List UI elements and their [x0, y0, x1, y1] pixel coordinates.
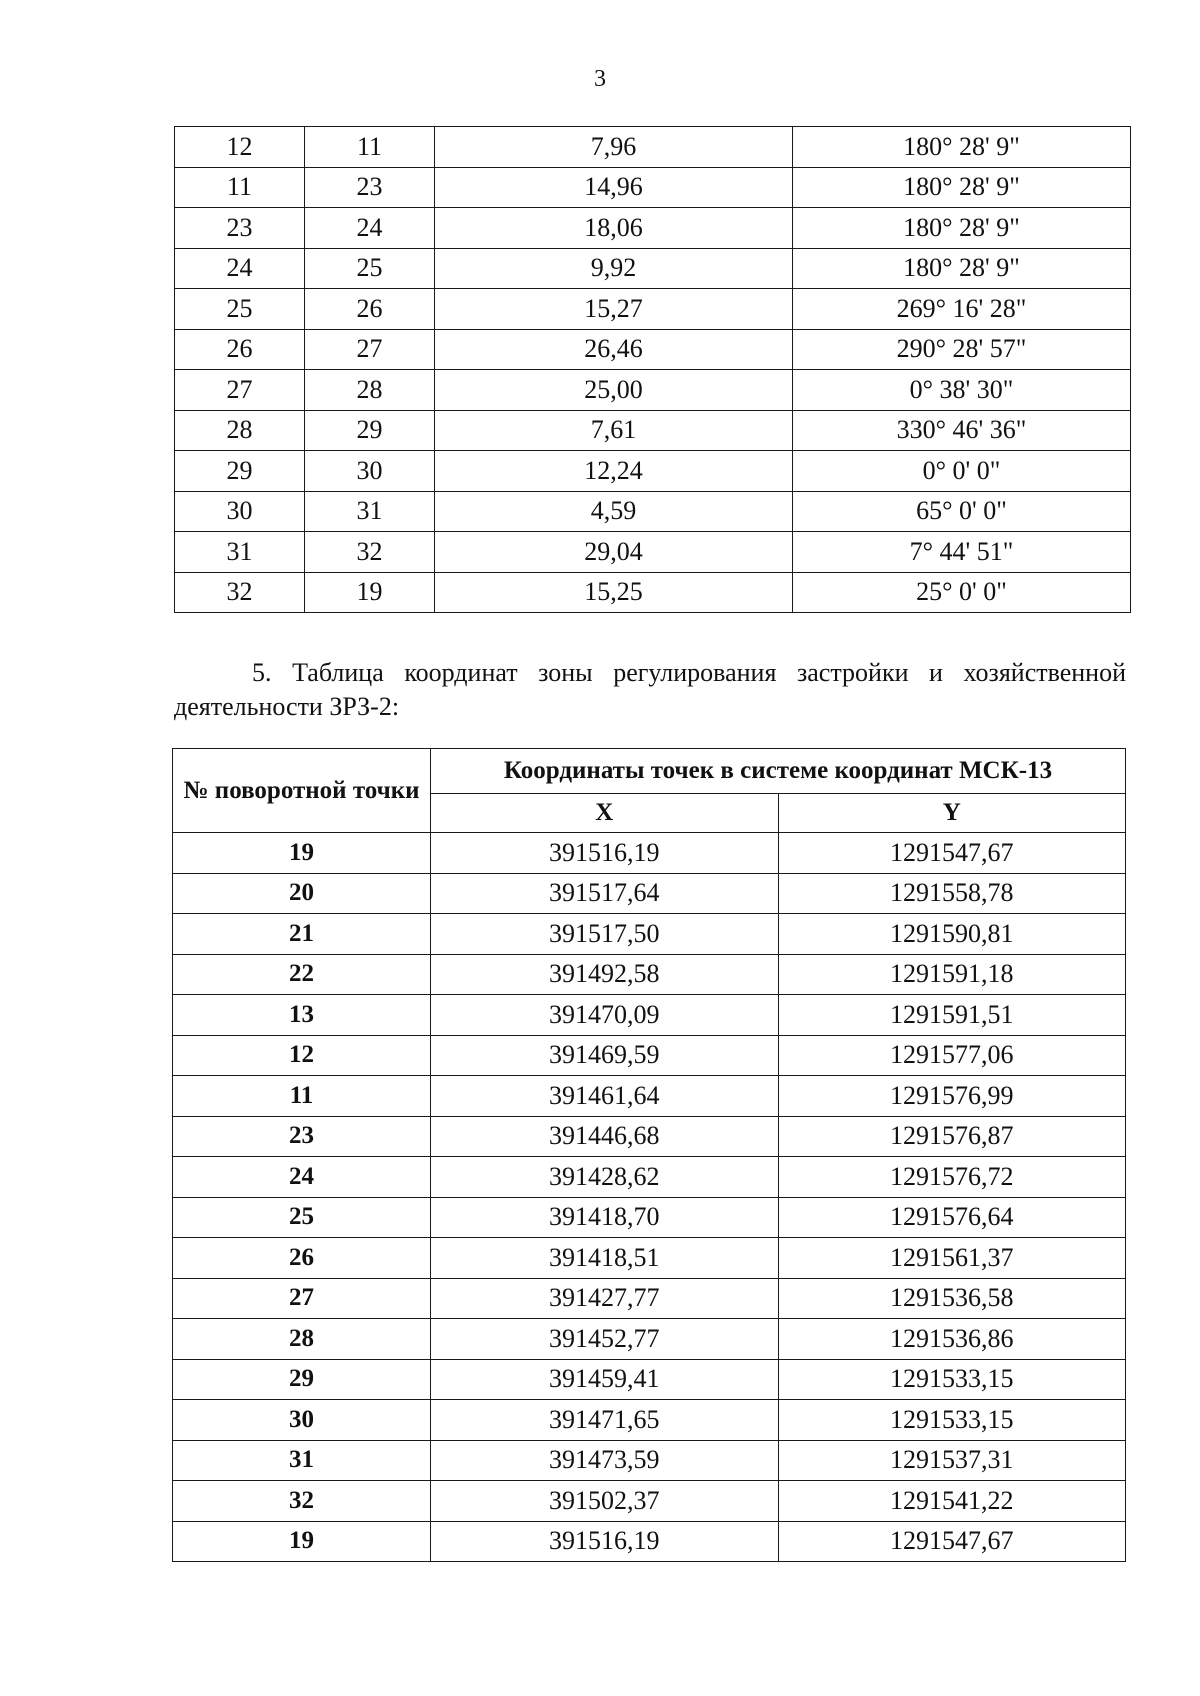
bearing-cell: 0° 38' 30"	[793, 370, 1131, 411]
segment-row	[175, 329, 1131, 370]
header-x: X	[431, 794, 779, 833]
segment-row	[175, 532, 1131, 573]
segment-row	[175, 208, 1131, 249]
from-point-cell: 24	[175, 248, 305, 289]
length-cell: 4,59	[435, 491, 793, 532]
bearing-cell: 180° 28' 9"	[793, 248, 1131, 289]
segment-row	[175, 289, 1131, 330]
y-coordinate-cell: 1291576,87	[778, 1116, 1126, 1157]
to-point-cell: 32	[305, 532, 435, 573]
y-coordinate-cell: 1291591,51	[778, 995, 1126, 1036]
point-number-cell: 12	[173, 1035, 431, 1076]
x-coordinate-cell: 391502,37	[431, 1481, 779, 1522]
point-number-cell: 21	[173, 914, 431, 955]
point-number-cell: 31	[173, 1440, 431, 1481]
to-point-cell: 25	[305, 248, 435, 289]
point-number-cell: 28	[173, 1319, 431, 1360]
coordinate-row	[173, 1359, 1126, 1400]
length-cell: 12,24	[435, 451, 793, 492]
coordinate-row	[173, 1238, 1126, 1279]
bearing-cell: 290° 28' 57"	[793, 329, 1131, 370]
x-coordinate-cell: 391446,68	[431, 1116, 779, 1157]
x-coordinate-cell: 391492,58	[431, 954, 779, 995]
segment-row	[175, 491, 1131, 532]
to-point-cell: 11	[305, 127, 435, 168]
bearing-cell: 269° 16' 28"	[793, 289, 1131, 330]
to-point-cell: 28	[305, 370, 435, 411]
coordinate-row	[173, 914, 1126, 955]
bearing-cell: 65° 0' 0"	[793, 491, 1131, 532]
x-coordinate-cell: 391418,70	[431, 1197, 779, 1238]
bearing-cell: 180° 28' 9"	[793, 167, 1131, 208]
y-coordinate-cell: 1291536,58	[778, 1278, 1126, 1319]
point-number-cell: 13	[173, 995, 431, 1036]
point-number-cell: 29	[173, 1359, 431, 1400]
point-number-cell: 20	[173, 873, 431, 914]
from-point-cell: 28	[175, 410, 305, 451]
from-point-cell: 29	[175, 451, 305, 492]
length-cell: 9,92	[435, 248, 793, 289]
length-cell: 14,96	[435, 167, 793, 208]
point-number-cell: 11	[173, 1076, 431, 1117]
from-point-cell: 30	[175, 491, 305, 532]
point-number-cell: 24	[173, 1157, 431, 1198]
y-coordinate-cell: 1291558,78	[778, 873, 1126, 914]
coordinate-row	[173, 1278, 1126, 1319]
from-point-cell: 11	[175, 167, 305, 208]
y-coordinate-cell: 1291576,64	[778, 1197, 1126, 1238]
from-point-cell: 23	[175, 208, 305, 249]
point-number-cell: 25	[173, 1197, 431, 1238]
x-coordinate-cell: 391517,50	[431, 914, 779, 955]
from-point-cell: 26	[175, 329, 305, 370]
point-number-cell: 30	[173, 1400, 431, 1441]
y-coordinate-cell: 1291536,86	[778, 1319, 1126, 1360]
x-coordinate-cell: 391461,64	[431, 1076, 779, 1117]
coordinate-row	[173, 1197, 1126, 1238]
x-coordinate-cell: 391452,77	[431, 1319, 779, 1360]
segment-row	[175, 451, 1131, 492]
to-point-cell: 24	[305, 208, 435, 249]
point-number-cell: 19	[173, 1521, 431, 1562]
section-heading: 5. Таблица координат зоны регулирования застройки и хозяйственной деятельности ЗРЗ-2:	[174, 658, 1126, 721]
to-point-cell: 29	[305, 410, 435, 451]
coordinate-row	[173, 833, 1126, 874]
coordinate-row	[173, 1481, 1126, 1522]
coordinate-row	[173, 873, 1126, 914]
coordinate-row	[173, 1319, 1126, 1360]
x-coordinate-cell: 391516,19	[431, 1521, 779, 1562]
point-number-cell: 22	[173, 954, 431, 995]
coordinate-row	[173, 1035, 1126, 1076]
to-point-cell: 19	[305, 572, 435, 613]
x-coordinate-cell: 391459,41	[431, 1359, 779, 1400]
length-cell: 25,00	[435, 370, 793, 411]
to-point-cell: 23	[305, 167, 435, 208]
coordinate-row	[173, 1116, 1126, 1157]
y-coordinate-cell: 1291590,81	[778, 914, 1126, 955]
length-cell: 7,96	[435, 127, 793, 168]
point-number-cell: 32	[173, 1481, 431, 1522]
x-coordinate-cell: 391418,51	[431, 1238, 779, 1279]
coordinate-row	[173, 1157, 1126, 1198]
bearing-cell: 7° 44' 51"	[793, 532, 1131, 573]
point-number-cell: 23	[173, 1116, 431, 1157]
to-point-cell: 27	[305, 329, 435, 370]
point-number-cell: 26	[173, 1238, 431, 1279]
header-coordinates-group: Координаты точек в системе координат МСК-13	[431, 749, 1126, 794]
coordinate-row	[173, 1521, 1126, 1562]
from-point-cell: 31	[175, 532, 305, 573]
x-coordinate-cell: 391471,65	[431, 1400, 779, 1441]
y-coordinate-cell: 1291547,67	[778, 833, 1126, 874]
y-coordinate-cell: 1291537,31	[778, 1440, 1126, 1481]
coordinate-row	[173, 954, 1126, 995]
length-cell: 15,25	[435, 572, 793, 613]
coordinate-row	[173, 1400, 1126, 1441]
y-coordinate-cell: 1291576,72	[778, 1157, 1126, 1198]
bearing-cell: 180° 28' 9"	[793, 208, 1131, 249]
from-point-cell: 32	[175, 572, 305, 613]
y-coordinate-cell: 1291561,37	[778, 1238, 1126, 1279]
x-coordinate-cell: 391473,59	[431, 1440, 779, 1481]
bearing-cell: 180° 28' 9"	[793, 127, 1131, 168]
segment-row	[175, 167, 1131, 208]
x-coordinate-cell: 391469,59	[431, 1035, 779, 1076]
y-coordinate-cell: 1291533,15	[778, 1359, 1126, 1400]
segment-row	[175, 410, 1131, 451]
header-y: Y	[778, 794, 1126, 833]
y-coordinate-cell: 1291533,15	[778, 1400, 1126, 1441]
length-cell: 15,27	[435, 289, 793, 330]
y-coordinate-cell: 1291591,18	[778, 954, 1126, 995]
length-cell: 7,61	[435, 410, 793, 451]
segments-table	[174, 126, 1131, 613]
point-number-cell: 19	[173, 833, 431, 874]
segment-row	[175, 370, 1131, 411]
bearing-cell: 330° 46' 36"	[793, 410, 1131, 451]
x-coordinate-cell: 391428,62	[431, 1157, 779, 1198]
bearing-cell: 0° 0' 0"	[793, 451, 1131, 492]
y-coordinate-cell: 1291541,22	[778, 1481, 1126, 1522]
coordinate-row	[173, 1440, 1126, 1481]
x-coordinate-cell: 391516,19	[431, 833, 779, 874]
y-coordinate-cell: 1291547,67	[778, 1521, 1126, 1562]
to-point-cell: 26	[305, 289, 435, 330]
y-coordinate-cell: 1291577,06	[778, 1035, 1126, 1076]
from-point-cell: 27	[175, 370, 305, 411]
from-point-cell: 25	[175, 289, 305, 330]
from-point-cell: 12	[175, 127, 305, 168]
x-coordinate-cell: 391517,64	[431, 873, 779, 914]
length-cell: 29,04	[435, 532, 793, 573]
length-cell: 18,06	[435, 208, 793, 249]
coordinates-table	[172, 748, 1126, 1562]
x-coordinate-cell: 391470,09	[431, 995, 779, 1036]
length-cell: 26,46	[435, 329, 793, 370]
to-point-cell: 31	[305, 491, 435, 532]
segment-row	[175, 248, 1131, 289]
y-coordinate-cell: 1291576,99	[778, 1076, 1126, 1117]
point-number-cell: 27	[173, 1278, 431, 1319]
header-point-number: № поворотной точки	[173, 749, 431, 833]
coordinate-row	[173, 995, 1126, 1036]
coordinate-row	[173, 1076, 1126, 1117]
bearing-cell: 25° 0' 0"	[793, 572, 1131, 613]
to-point-cell: 30	[305, 451, 435, 492]
segment-row	[175, 127, 1131, 168]
x-coordinate-cell: 391427,77	[431, 1278, 779, 1319]
page-number: 3	[594, 66, 606, 92]
segment-row	[175, 572, 1131, 613]
